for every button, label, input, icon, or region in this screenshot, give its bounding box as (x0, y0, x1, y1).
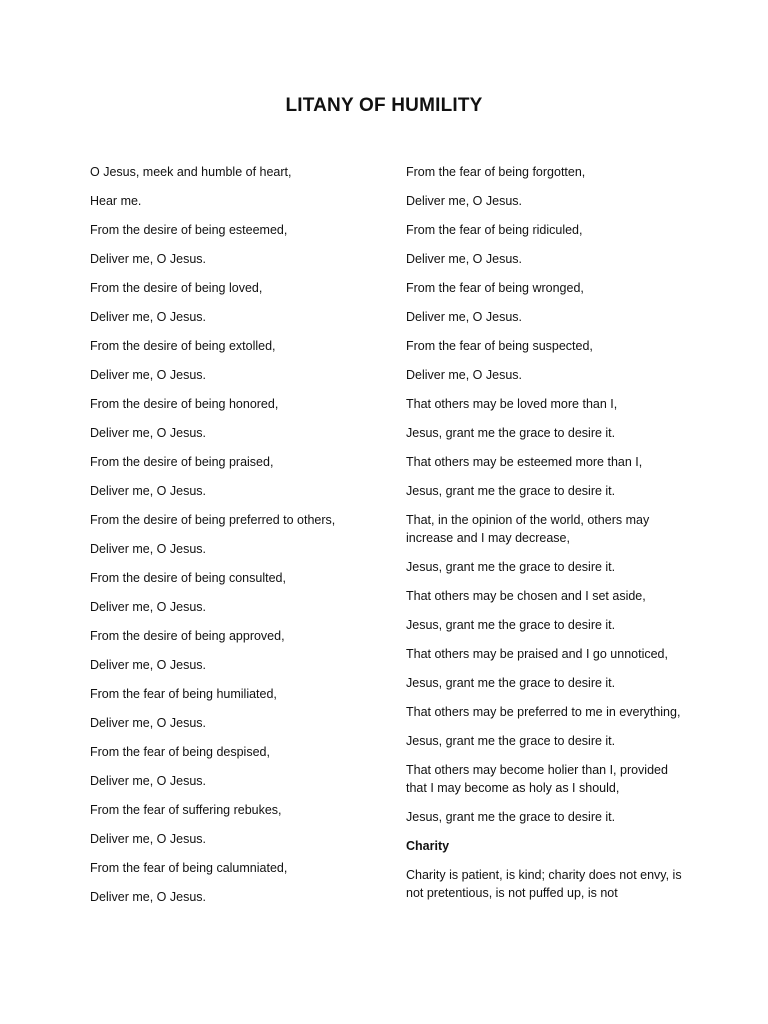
litany-line: Deliver me, O Jesus. (90, 542, 207, 556)
litany-line: Hear me. (90, 194, 142, 208)
litany-line: From the fear of being despised, (90, 745, 270, 759)
litany-line: Deliver me, O Jesus. (90, 658, 207, 672)
litany-line: Deliver me, O Jesus. (90, 484, 207, 498)
litany-line: Jesus, grant me the grace to desire it. (406, 734, 616, 748)
litany-line: Deliver me, O Jesus. (90, 252, 207, 266)
litany-line: From the desire of being consulted, (90, 571, 286, 585)
litany-line: From the desire of being loved, (90, 281, 263, 295)
litany-line: Deliver me, O Jesus. (90, 310, 207, 324)
litany-line: Jesus, grant me the grace to desire it. (406, 810, 616, 824)
litany-line: That others may be chosen and I set aside, (406, 589, 646, 603)
litany-line: That others may be preferred to me in everything, (406, 705, 681, 719)
litany-line: Deliver me, O Jesus. (90, 832, 207, 846)
litany-line: Jesus, grant me the grace to desire it. (406, 426, 616, 440)
litany-line: From the fear of being ridiculed, (406, 223, 583, 237)
litany-line: Charity is patient, is kind; charity does not envy, is not pretentious, is not puffed up, is not (406, 868, 682, 900)
litany-line: Deliver me, O Jesus. (90, 368, 207, 382)
litany-line: From the fear of being calumniated, (90, 861, 288, 875)
litany-line: From the desire of being honored, (90, 397, 279, 411)
litany-line: That others may be esteemed more than I, (406, 455, 643, 469)
litany-line: That, in the opinion of the world, others may increase and I may decrease, (406, 513, 650, 545)
litany-line: From the desire of being extolled, (90, 339, 276, 353)
right-column (406, 163, 688, 913)
litany-line: Deliver me, O Jesus. (406, 252, 523, 266)
litany-line: Jesus, grant me the grace to desire it. (406, 676, 616, 690)
litany-line: O Jesus, meek and humble of heart, (90, 165, 292, 179)
litany-line: From the fear of being forgotten, (406, 165, 586, 179)
litany-line: Jesus, grant me the grace to desire it. (406, 618, 616, 632)
litany-line: That others may be loved more than I, (406, 397, 618, 411)
left-column (90, 163, 380, 917)
litany-line: From the desire of being esteemed, (90, 223, 288, 237)
litany-line: That others may be praised and I go unnoticed, (406, 647, 668, 661)
litany-line: Deliver me, O Jesus. (90, 426, 207, 440)
litany-line: Jesus, grant me the grace to desire it. (406, 484, 616, 498)
litany-line: Deliver me, O Jesus. (90, 774, 207, 788)
litany-line: Deliver me, O Jesus. (406, 310, 523, 324)
litany-line: Deliver me, O Jesus. (90, 890, 207, 904)
litany-line: Deliver me, O Jesus. (90, 600, 207, 614)
litany-line: From the fear of being humiliated, (90, 687, 277, 701)
litany-line: From the fear of being wronged, (406, 281, 584, 295)
section-heading: Charity (406, 839, 450, 853)
litany-line: Deliver me, O Jesus. (406, 368, 523, 382)
litany-line: Deliver me, O Jesus. (406, 194, 523, 208)
litany-line: From the desire of being preferred to others, (90, 513, 336, 527)
litany-line: From the desire of being praised, (90, 455, 274, 469)
litany-line: Jesus, grant me the grace to desire it. (406, 560, 616, 574)
page-title: LITANY OF HUMILITY (285, 95, 483, 116)
litany-line: From the fear of suffering rebukes, (90, 803, 282, 817)
litany-line: From the desire of being approved, (90, 629, 285, 643)
litany-line: From the fear of being suspected, (406, 339, 593, 353)
litany-line: That others may become holier than I, provided that I may become as holy as I should, (406, 763, 668, 795)
litany-line: Deliver me, O Jesus. (90, 716, 207, 730)
